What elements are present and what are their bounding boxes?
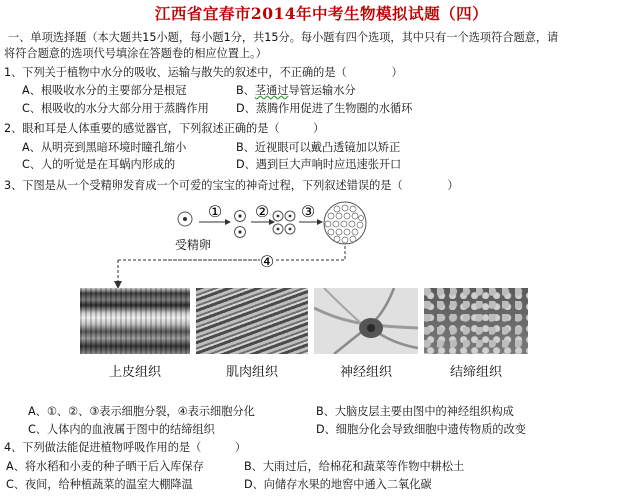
q3-stem: 3、下图是从一个受精卵发育成一个可爱的宝宝的神奇过程，下列叙述错误的是（ ） bbox=[4, 179, 459, 192]
page-title: 江西省宜春市2014年中考生物模拟试题（四） bbox=[154, 4, 489, 23]
nerve-tissue-image bbox=[314, 288, 418, 354]
q4-option-a: A、将水稻和小麦的种子晒干后入库保存 bbox=[6, 460, 204, 473]
q3-option-d: D、细胞分化会导致细胞中遗传物质的改变 bbox=[316, 423, 526, 436]
q1-option-a: A、根吸收水分的主要部分是根冠 bbox=[22, 84, 187, 97]
q1-option-b-post: 导管运输水分 bbox=[288, 84, 356, 97]
connective-tissue-image bbox=[424, 288, 528, 354]
instructions-line2: 将符合题意的选项代号填涂在答题卷的相应位置上。） bbox=[4, 47, 267, 60]
instructions-line1: 一、单项选择题（本大题共15小题，每小题1分，共15分。每小题有四个选项，其中只有一个选项符合题意，请 bbox=[8, 31, 559, 44]
q3-option-a: A、①、②、③表示细胞分裂，④表示细胞分化 bbox=[28, 405, 255, 418]
step-4-label: ④ bbox=[259, 252, 275, 271]
q4-option-b: B、大雨过后，给棉花和蔬菜等作物中耕松土 bbox=[244, 460, 465, 473]
cell-mass bbox=[324, 202, 366, 244]
q3-option-b: B、大脑皮层主要由图中的神经组织构成 bbox=[316, 405, 514, 418]
step-1-label: ① bbox=[207, 202, 223, 221]
zygote-label: 受精卵 bbox=[175, 238, 212, 252]
q1-option-c: C、根吸收的水分大部分用于蒸腾作用 bbox=[22, 102, 209, 115]
q3-option-c: C、人体内的血液属于图中的结缔组织 bbox=[28, 423, 215, 436]
tissue-label-nerve: 神经组织 bbox=[339, 365, 392, 380]
q4-stem: 4、下列做法能促进植物呼吸作用的是（ ） bbox=[4, 441, 247, 454]
q1-stem: 1、下列关于植物中水分的吸收、运输与散失的叙述中，不正确的是（ ） bbox=[4, 66, 403, 79]
q1-option-b bbox=[236, 84, 356, 98]
q2-option-b: B、近视眼可以戴凸透镜加以矫正 bbox=[236, 141, 401, 154]
q2-option-c: C、人的听觉是在耳蜗内形成的 bbox=[22, 158, 176, 171]
q1-option-b-pre: B、 bbox=[236, 84, 255, 97]
tissue-label-connective: 结缔组织 bbox=[449, 365, 502, 380]
epithelial-tissue-image bbox=[80, 288, 190, 354]
tissue-label-muscle: 肌肉组织 bbox=[225, 365, 278, 380]
q2-stem: 2、眼和耳是人体重要的感觉器官，下列叙述正确的是（ ） bbox=[4, 122, 325, 135]
step-2-label: ② bbox=[254, 202, 270, 221]
dashed-connector bbox=[275, 246, 345, 260]
q1-option-d: D、蒸腾作用促进了生物圈的水循环 bbox=[236, 102, 413, 115]
muscle-tissue-image bbox=[196, 288, 308, 354]
q2-option-a: A、从明亮到黑暗环境时瞳孔缩小 bbox=[22, 141, 187, 154]
q1-option-b-marked: 茎通过 bbox=[254, 84, 289, 97]
tissue-label-epithelial: 上皮组织 bbox=[108, 365, 161, 380]
q4-option-c: C、夜间，给种植蔬菜的温室大棚降温 bbox=[6, 478, 193, 491]
dashed-branch bbox=[110, 258, 280, 290]
q4-option-d: D、向储存水果的地窖中通入二氧化碳 bbox=[244, 478, 432, 491]
q2-option-d: D、遇到巨大声响时应迅速张开口 bbox=[236, 158, 402, 171]
step-3-label: ③ bbox=[300, 202, 316, 221]
